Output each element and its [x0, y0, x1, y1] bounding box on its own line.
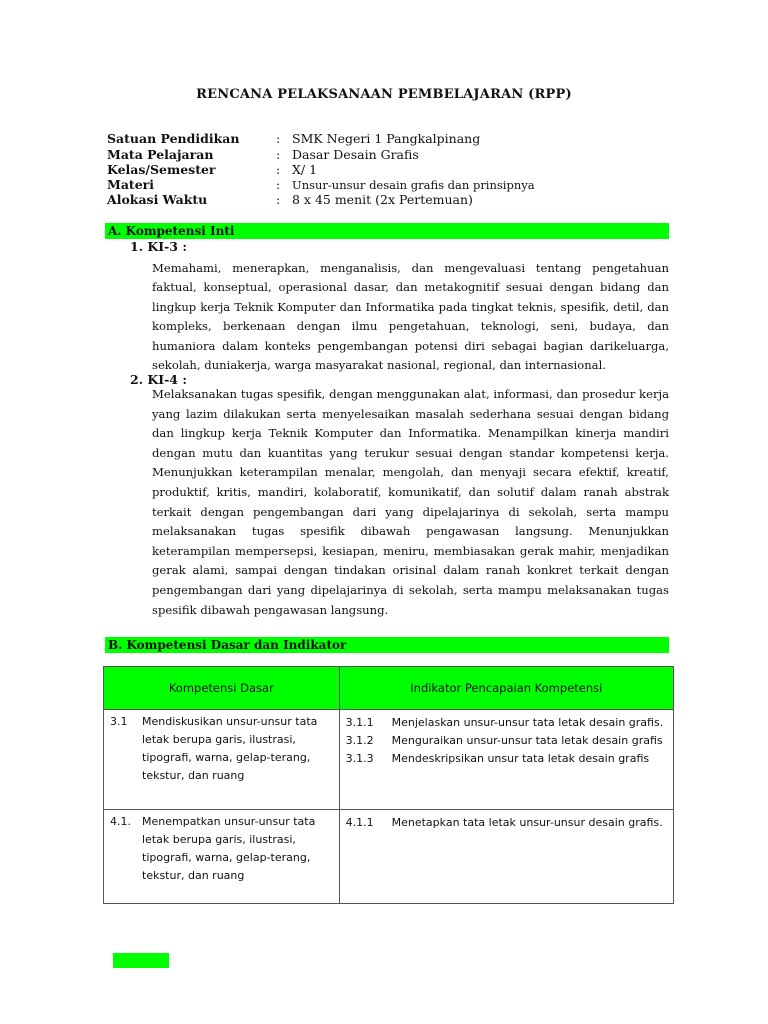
identity-colon: : — [276, 162, 281, 177]
kd-number: 4.1. — [110, 815, 131, 828]
table-header-indicator: Indikator Pencapaian Kompetensi — [339, 667, 673, 710]
section-b-heading-text: B. Kompetensi Dasar dan Indikator — [108, 638, 347, 652]
kd-number: 3.1 — [110, 715, 128, 728]
ki4-text: Melaksanakan tugas spesifik, dengan menggunakan alat, informasi, dan prosedur kerja yang lazim dilakukan serta menyelesaikan masalah sederhana sesuai dengan bidang dan lingkup kerja Teknik Komputer dan Informatika. Menampilkan kinerja mandiri dengan mutu dan kuantitas yang terukur sesuai dengan standar kompetensi kerja. Menunjukkan keterampilan menalar, mengolah, dan menyaji secara efektif, kreatif, produktif, kritis, mandiri, kolaboratif, komunikatif, dan solutif dalam ranah abstrak terkait dengan pengembangan dari yang dipelajarinya di sekolah, serta mampu melaksanakan tugas spesifik dibawah pengawasan langsung. Menunjukkan keterampilan mempersepsi, kesiapan, meniru, membiasakan gerak mahir, menjadikan gerak alami, sampai dengan tindakan orisinal dalam ranah konkret terkait dengan pengembangan dari yang dipelajarinya di sekolah, serta mampu melaksanakan tugas spesifik dibawah pengawasan langsung. — [152, 387, 669, 617]
kd-text: Mendiskusikan unsur-unsur tata letak berupa garis, ilustrasi, tipografi, warna, gelap-terang, tekstur, dan ruang — [142, 715, 318, 782]
identity-colon: : — [276, 147, 281, 162]
table-header-row — [104, 667, 674, 710]
identity-label: Materi — [107, 177, 154, 192]
indicator-item — [346, 714, 666, 731]
section-a-heading — [105, 223, 669, 239]
kd-cell — [104, 710, 340, 810]
document-title: RENCANA PELAKSANAAN PEMBELAJARAN (RPP) — [196, 87, 572, 102]
indicator-item — [346, 732, 666, 749]
competency-table — [103, 666, 674, 904]
identity-colon: : — [276, 131, 281, 146]
indicator-number: 3.1.3 — [345, 752, 374, 765]
ki3-heading: 1. KI-3 : — [130, 239, 187, 254]
identity-colon: : — [276, 177, 281, 192]
identity-label: Satuan Pendidikan — [107, 131, 240, 146]
section-b-heading — [105, 637, 669, 653]
indicator-cell — [339, 810, 673, 904]
indicator-number: 3.1.1 — [345, 716, 374, 729]
identity-label: Kelas/Semester — [107, 162, 216, 177]
identity-value: SMK Negeri 1 Pangkalpinang — [292, 131, 481, 146]
section-a-heading-text: A. Kompetensi Inti — [108, 224, 235, 238]
table-header-kd: Kompetensi Dasar — [104, 667, 340, 710]
ki4-heading: 2. KI-4 : — [130, 372, 187, 387]
indicator-text: Menjelaskan unsur-unsur tata letak desain grafis. — [391, 716, 664, 729]
indicator-text: Menguraikan unsur-unsur tata letak desain grafis — [391, 734, 663, 747]
identity-value: Dasar Desain Grafis — [292, 147, 419, 162]
indicator-text: Mendeskripsikan unsur tata letak desain grafis — [391, 752, 650, 765]
indicator-item — [346, 750, 666, 767]
identity-colon: : — [276, 192, 281, 207]
indicator-number: 4.1.1 — [345, 816, 374, 829]
ki3-text: Memahami, menerapkan, menganalisis, dan mengevaluasi tentang pengetahuan faktual, konseptual, operasional dasar, dan metakognitif sesuai dengan bidang dan lingkup kerja Teknik Komputer dan Informatika pada tingkat teknis, spesifik, detil, dan kompleks, berkenaan dengan ilmu pengetahuan, teknologi, seni, budaya, dan humaniora dalam konteks pengembangan potensi diri sebagai bagian darikeluarga, sekolah, duniakerja, warga masyarakat nasional, regional, dan internasional. — [152, 261, 669, 373]
highlight-marker — [113, 953, 169, 968]
indicator-text: Menetapkan tata letak unsur-unsur desain grafis. — [391, 816, 663, 829]
table-row — [104, 710, 674, 810]
identity-label: Alokasi Waktu — [107, 192, 208, 207]
indicator-item — [346, 814, 666, 831]
indicator-number: 3.1.2 — [345, 734, 374, 747]
table-row — [104, 810, 674, 904]
identity-value: X/ 1 — [292, 162, 318, 177]
identity-value: Unsur-unsur desain grafis dan prinsipnya — [292, 178, 535, 192]
identity-label: Mata Pelajaran — [107, 147, 214, 162]
kd-text: Menempatkan unsur-unsur tata letak berupa garis, ilustrasi, tipografi, warna, gelap-terang, tekstur, dan ruang — [142, 815, 316, 882]
indicator-cell — [339, 710, 673, 810]
kd-cell — [104, 810, 340, 904]
identity-value: 8 x 45 menit (2x Pertemuan) — [292, 192, 473, 207]
